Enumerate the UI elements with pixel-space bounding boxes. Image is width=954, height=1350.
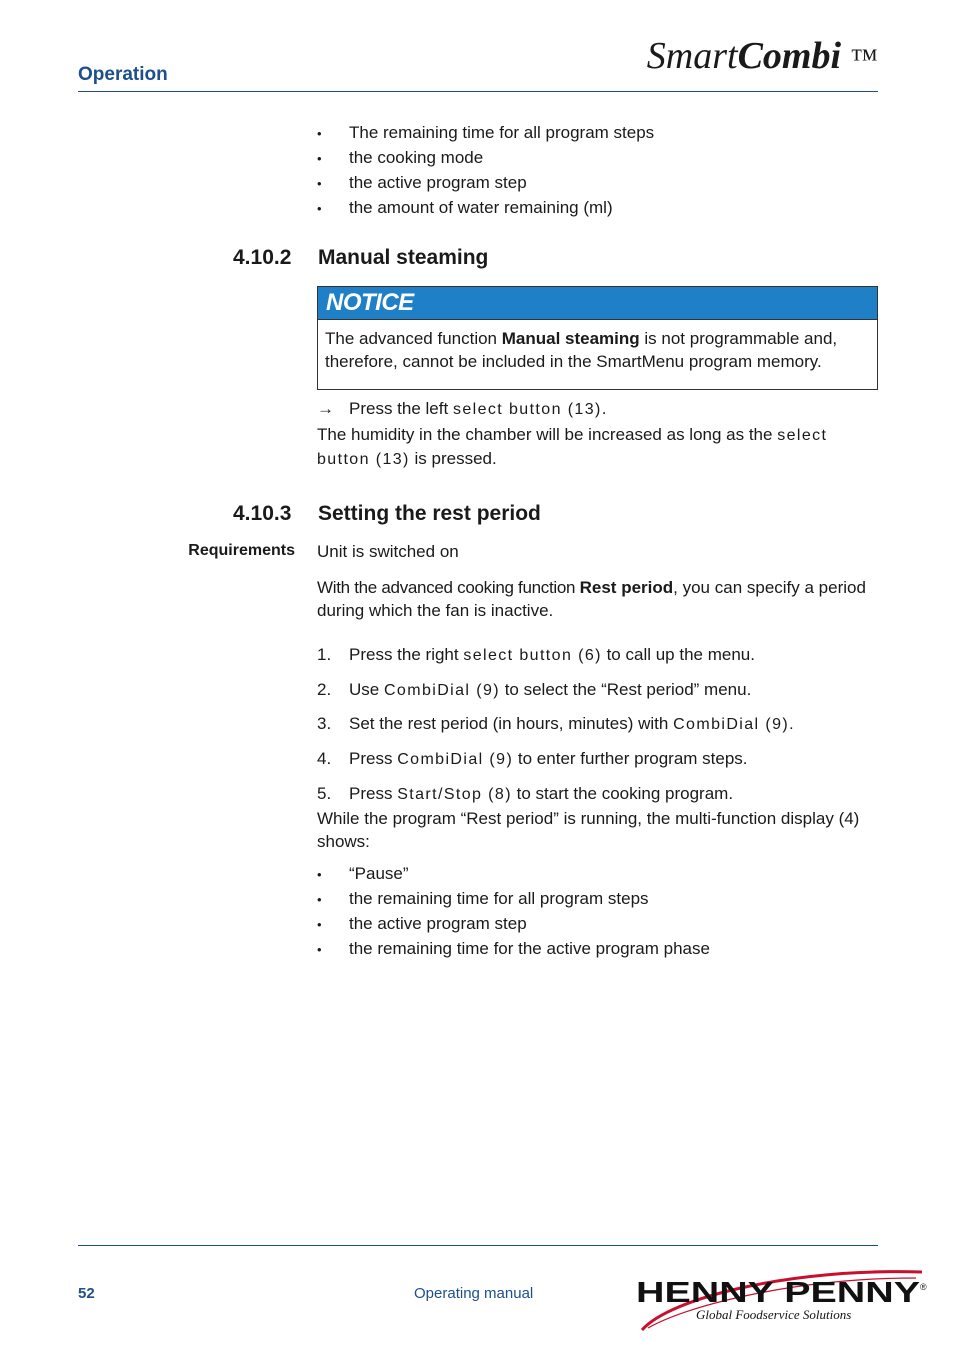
intro-before: With the advanced cooking function (317, 578, 580, 597)
result-code: select button (13) (317, 427, 828, 468)
arrow-icon: → (317, 399, 334, 418)
intro-text (317, 576, 879, 622)
notice-text-after: is not programmable and, therefore, cannot be included in the SmartMenu program memory. (325, 329, 838, 371)
list-item: • the active program step (317, 915, 877, 932)
result-text (317, 423, 877, 471)
steps-list (317, 645, 879, 818)
result-suffix: is pressed. (409, 449, 497, 468)
notice-box (317, 286, 878, 390)
step-text-post: to call up the menu. (601, 645, 755, 664)
bottom-bullet-list (317, 865, 877, 965)
brand-title (620, 34, 878, 78)
step-text-post: to enter further program steps. (513, 749, 748, 769)
list-item: • the amount of water remaining (ml) (317, 199, 877, 216)
section-number: 4.10.3 (233, 502, 292, 525)
step-item (317, 645, 879, 666)
step-item (317, 749, 879, 770)
list-item: • the cooking mode (317, 149, 877, 166)
notice-label: NOTICE (318, 287, 877, 320)
notice-text-bold: Manual steaming (501, 329, 640, 348)
step-number: 1. (317, 645, 332, 664)
section-title: Manual steaming (318, 246, 489, 269)
step-text-post: to start the cooking program. (511, 783, 734, 803)
logo-registered: ® (920, 1282, 927, 1292)
step-code: CombiDial (9) (397, 751, 514, 769)
action-prefix: Press the left (349, 399, 453, 418)
action-line (317, 397, 877, 421)
notice-text-before: The advanced function (325, 329, 502, 348)
step-code: Start/Stop (8) (397, 785, 512, 803)
notice-text (318, 320, 877, 373)
requirements-label: Requirements (188, 542, 295, 559)
section-number: 4.10.2 (233, 246, 292, 269)
logo-text: HENNY PENNY (636, 1277, 920, 1309)
action-code: select button (13) (452, 401, 602, 418)
section-heading-4-10-2 (233, 246, 883, 272)
section-heading-4-10-3 (233, 502, 883, 528)
step-text-pre: Set the rest period (in hours, minutes) with (349, 714, 674, 734)
step-item (317, 784, 879, 805)
list-item: • the remaining time for the active program phase (317, 940, 877, 957)
logo-tagline: Global Foodservice Solutions (696, 1307, 852, 1322)
step-text-pre: Press (349, 749, 398, 769)
step-code: CombiDial (9). (673, 716, 795, 734)
step-number: 4. (317, 749, 332, 769)
step-item (317, 714, 879, 735)
footer-manual-label: Operating manual (414, 1285, 534, 1302)
header-rule (78, 91, 878, 92)
list-item: • the remaining time for all program steps (317, 890, 877, 907)
step-text-pre: Use (349, 679, 384, 699)
list-item: • the active program step (317, 174, 877, 191)
list-item: • The remaining time for all program steps (317, 124, 877, 141)
result-prefix: The humidity in the chamber will be increased as long as the (317, 425, 778, 444)
page-number: 52 (78, 1285, 95, 1302)
step-text-pre: Press the right (349, 645, 464, 664)
step-code: CombiDial (9) (383, 681, 500, 699)
top-bullet-list (317, 124, 877, 224)
section-header: Operation (78, 64, 168, 85)
section-title: Setting the rest period (318, 502, 541, 525)
step-number: 5. (317, 783, 332, 803)
step-text-post: to select the “Rest period” menu. (499, 679, 752, 699)
step-number: 2. (317, 679, 332, 699)
step-number: 3. (317, 714, 332, 734)
intro-after: , you can specify a period during which the fan is inactive. (317, 578, 866, 620)
step-item (317, 680, 879, 701)
step-code: select button (6) (463, 647, 602, 664)
intro-bold: Rest period (579, 578, 674, 597)
brand-smart: Smart (646, 35, 738, 77)
footer-rule (78, 1245, 878, 1246)
list-item: • “Pause” (317, 865, 877, 882)
requirements-text: Unit is switched on (317, 542, 459, 561)
henny-penny-logo (630, 1258, 930, 1334)
while-text: While the program “Rest period” is running, the multi-function display (4) shows: (317, 809, 860, 851)
brand-tm: ™ (850, 44, 878, 75)
step-text-pre: Press (349, 783, 398, 803)
action-suffix: . (601, 399, 607, 418)
brand-combi: Combi (737, 35, 842, 77)
